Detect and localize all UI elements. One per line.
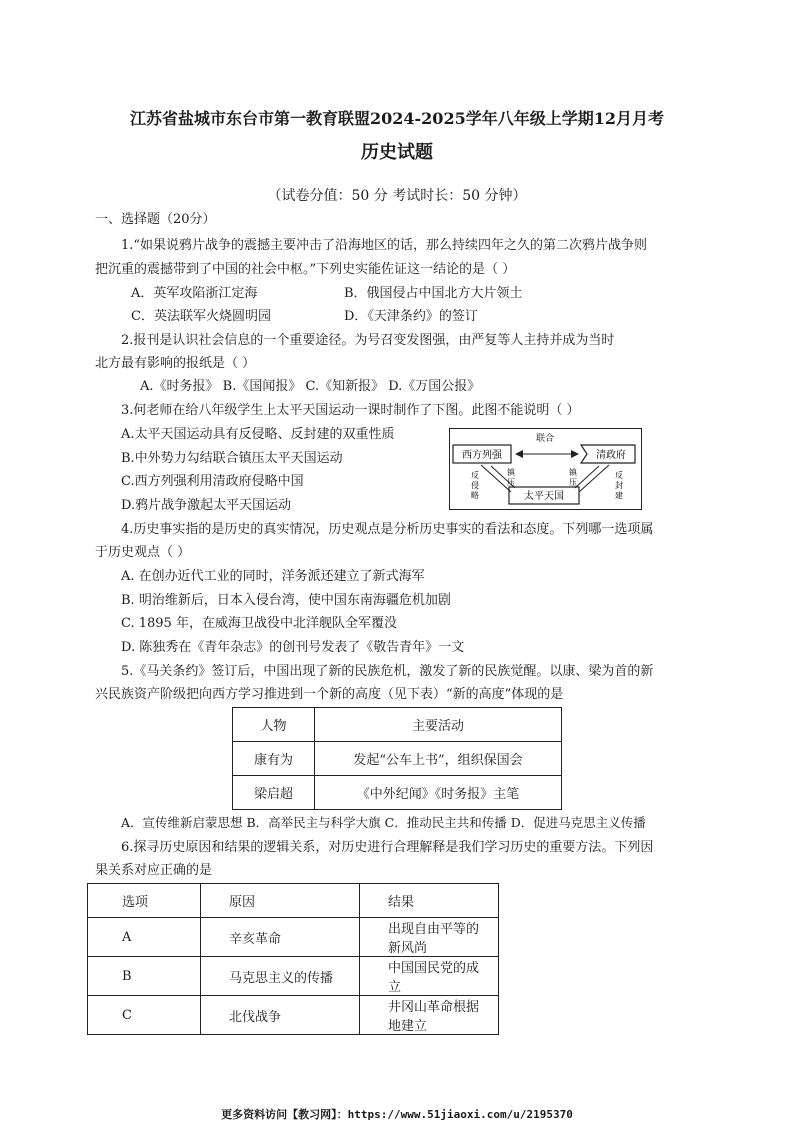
table-cell: C xyxy=(88,996,201,1035)
q1-option-c: C．英法联军火烧圆明园 xyxy=(131,309,271,324)
table-cell: 马克思主义的传播 xyxy=(201,957,360,996)
table-header-row xyxy=(88,884,499,918)
table-row xyxy=(88,918,499,957)
table-cell: 北伐战争 xyxy=(201,996,360,1035)
table-cell: 《中外纪闻》《时务报》主笔 xyxy=(315,776,562,810)
footer-link[interactable]: 更多资料访问【教习网】：https://www.51jiaoxi.com/u/2195370 xyxy=(221,1108,573,1121)
q1-option-d: D．《天津条约》的签订 xyxy=(344,309,478,324)
table-cell: 井冈山革命根据地建立 xyxy=(360,996,499,1035)
q4-option-b: B. 明治维新后，日本入侵台湾，使中国东南海疆危机加剧 xyxy=(121,593,451,608)
table-header-cell: 结果 xyxy=(360,884,499,918)
table-header-cell: 人物 xyxy=(233,708,315,742)
table-header-cell: 主要活动 xyxy=(315,708,562,742)
exam-subject: 历史试题 xyxy=(361,142,433,163)
q1-option-a: A．英军攻陷浙江定海 xyxy=(131,286,258,301)
anti-feudal-1: 反 xyxy=(615,471,623,480)
table-cell: 梁启超 xyxy=(233,776,315,810)
table-row xyxy=(233,776,562,810)
union-label: 联合 xyxy=(535,434,555,444)
q2-stem-line1: 2.报刊是认识社会信息的一个重要途径。为号召变发图强，由严复等人主持并成为当时 xyxy=(121,333,615,348)
table-header-cell: 原因 xyxy=(201,884,360,918)
table-cell: 康有为 xyxy=(233,742,315,776)
table-row xyxy=(233,742,562,776)
table-header-cell: 选项 xyxy=(88,884,201,918)
anti-feudal-2: 封 xyxy=(615,481,623,490)
table-row xyxy=(88,957,499,996)
q3-option-a: A.太平天国运动具有反侵略、反封建的双重性质 xyxy=(121,427,395,442)
q2-options: A.《时务报》 B.《国闻报》 C.《知新报》 D.《万国公报》 xyxy=(140,379,481,394)
q4-option-a: A. 在创办近代工业的同时，洋务派还建立了新式海军 xyxy=(121,569,425,584)
q3-option-b: B.中外势力勾结联合镇压太平天国运动 xyxy=(121,451,343,466)
suppress-right-2: 压 xyxy=(569,478,577,487)
taiping-label: 太平天国 xyxy=(524,491,564,502)
q5-table xyxy=(232,707,562,810)
table-cell: 发起“公车上书”，组织保国会 xyxy=(315,742,562,776)
table-cell: A xyxy=(88,918,201,957)
table-header-row xyxy=(233,708,562,742)
suppress-left-1: 镇 xyxy=(507,468,515,477)
table-cell: B xyxy=(88,957,201,996)
table-cell: 出现自由平等的新风尚 xyxy=(360,918,499,957)
table-row xyxy=(88,996,499,1035)
q5-options: A．宣传维新启蒙思想 B．高举民主与科学大旗 C．推动民主共和传播 D．促进马克思主义传播 xyxy=(121,815,646,830)
q6-stem-line1: 6.探寻历史原因和结果的逻辑关系，对历史进行合理解释是我们学习历史的重要方法。下列因 xyxy=(121,840,654,855)
table-cell: 辛亥革命 xyxy=(201,918,360,957)
qing-government-label: 清政府 xyxy=(596,450,626,461)
anti-feudal-arrow xyxy=(579,465,609,492)
q3-stem: 3.何老师在给八年级学生上太平天国运动一课时制作了下图。此图不能说明（ ） xyxy=(121,403,580,418)
q1-stem-line2: 把沉重的震撼带到了中国的社会中枢。”下列史实能佐证这一结论的是（ ） xyxy=(95,262,516,277)
q6-stem-line2: 果关系对应正确的是 xyxy=(95,863,213,878)
suppress-right-1: 镇 xyxy=(569,468,577,477)
q4-option-c: C. 1895 年，在威海卫战役中北洋舰队全军覆没 xyxy=(121,616,397,631)
section-heading: 一、选择题（20分） xyxy=(95,212,216,227)
anti-feudal-3: 建 xyxy=(615,491,623,500)
anti-aggression-1: 反 xyxy=(471,471,479,480)
exam-info: （试卷分值：50 分 考试时长：50 分钟） xyxy=(267,188,527,204)
union-arrowhead-left xyxy=(515,450,523,458)
exam-title: 江苏省盐城市东台市第一教育联盟2024-2025学年八年级上学期12月月考 xyxy=(130,109,664,128)
west-powers-label: 西方列强 xyxy=(462,450,502,461)
q3-option-d: D.鸦片战争激起太平天国运动 xyxy=(121,498,292,513)
q2-stem-line2: 北方最有影响的报纸是（ ） xyxy=(95,356,256,371)
q3-relationship-diagram xyxy=(449,428,642,510)
q3-option-c: C.西方列强利用清政府侵略中国 xyxy=(121,474,304,489)
anti-aggression-3: 略 xyxy=(471,491,479,500)
q5-stem-line2: 兴民族资产阶级把向西方学习推进到一个新的高度（见下表）“新的高度”体现的是 xyxy=(95,687,564,702)
union-arrowhead-right xyxy=(571,450,579,458)
q1-stem-line1: 1.“如果说鸦片战争的震撼主要冲击了沿海地区的话，那么持续四年之久的第二次鸦片战争则 xyxy=(121,238,648,253)
q6-table xyxy=(87,883,499,1035)
q1-option-b: B．俄国侵占中国北方大片领土 xyxy=(344,286,523,301)
q4-stem-line1: 4.历史事实指的是历史的真实情况，历史观点是分析历史事实的看法和态度。下列哪一选项属 xyxy=(121,522,654,537)
q4-stem-line2: 于历史观点（ ） xyxy=(95,545,191,560)
anti-aggression-2: 侵 xyxy=(471,481,479,490)
q5-stem-line1: 5.《马关条约》签订后，中国出现了新的民族危机，激发了新的民族觉醒。以康、梁为首的新 xyxy=(121,664,654,679)
q4-option-d: D. 陈独秀在《青年杂志》的创刊号发表了《敬告青年》一文 xyxy=(121,640,465,655)
suppress-left-2: 压 xyxy=(507,478,515,487)
table-cell: 中国国民党的成立 xyxy=(360,957,499,996)
